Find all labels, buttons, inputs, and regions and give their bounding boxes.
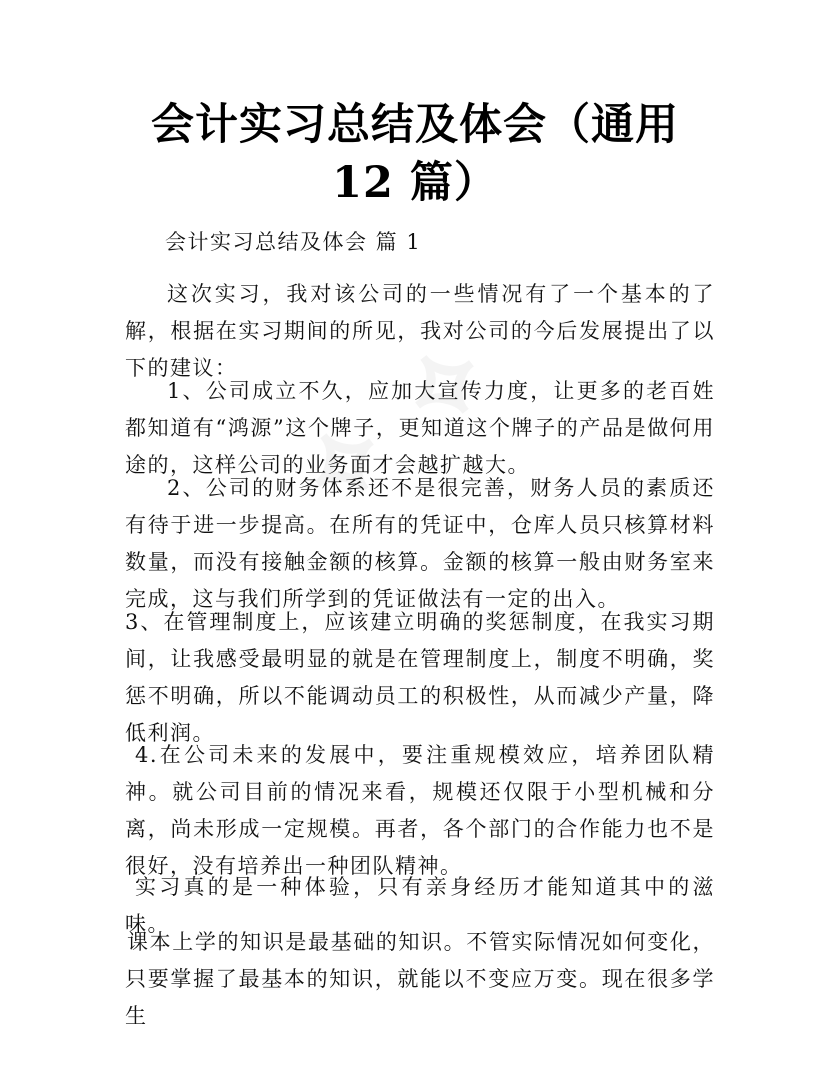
paragraph-knowledge: 课本上学的知识是最基础的知识。不管实际情况如何变化，只要掌握了最基本的知识，就能以不变应万变。现在很多学生 — [125, 930, 715, 1028]
paragraph-experience: 实习真的是一种体验，只有亲身经历才能知道其中的滋味。 — [125, 875, 715, 936]
paragraph-suggestion-2: 2、公司的财务体系还不是很完善，财务人员的素质还有待于进一步提高。在所有的凭证中，仓库人员只核算材料数量，而没有接触金额的核算。金额的核算一般由财务室来完成，这与我们所学到的凭证做法有一定的出入。 — [125, 476, 715, 611]
paragraph-intro: 这次实习，我对该公司的一些情况有了一个基本的了解，根据在实习期间的所见，我对公司的今后发展提出了以下的建议： — [125, 282, 715, 380]
document-title: 会计实习总结及体会（通用 12 篇） — [151, 100, 679, 208]
section-heading: 会计实习总结及体会 篇 1 — [165, 230, 422, 254]
paragraph-suggestion-4: 4.在公司未来的发展中，要注重规模效应，培养团队精神。就公司目前的情况来看，规模还仅限于小型机械和分离，尚未形成一定规模。再者，各个部门的合作能力也不是很好，没有培养出一种团队精神。 — [125, 743, 715, 878]
paragraph-suggestion-1: 1、公司成立不久，应加大宣传力度，让更多的老百姓都知道有“鸿源”这个牌子，更知道这个牌子的产品是做何用途的，这样公司的业务面才会越扩越大。 — [125, 379, 715, 477]
paragraph-suggestion-3: 3、在管理制度上，应该建立明确的奖惩制度，在我实习期间，让我感受最明显的就是在管理制度上，制度不明确，奖惩不明确，所以不能调动员工的积极性，从而减少产量，降低利润。 — [125, 610, 715, 745]
